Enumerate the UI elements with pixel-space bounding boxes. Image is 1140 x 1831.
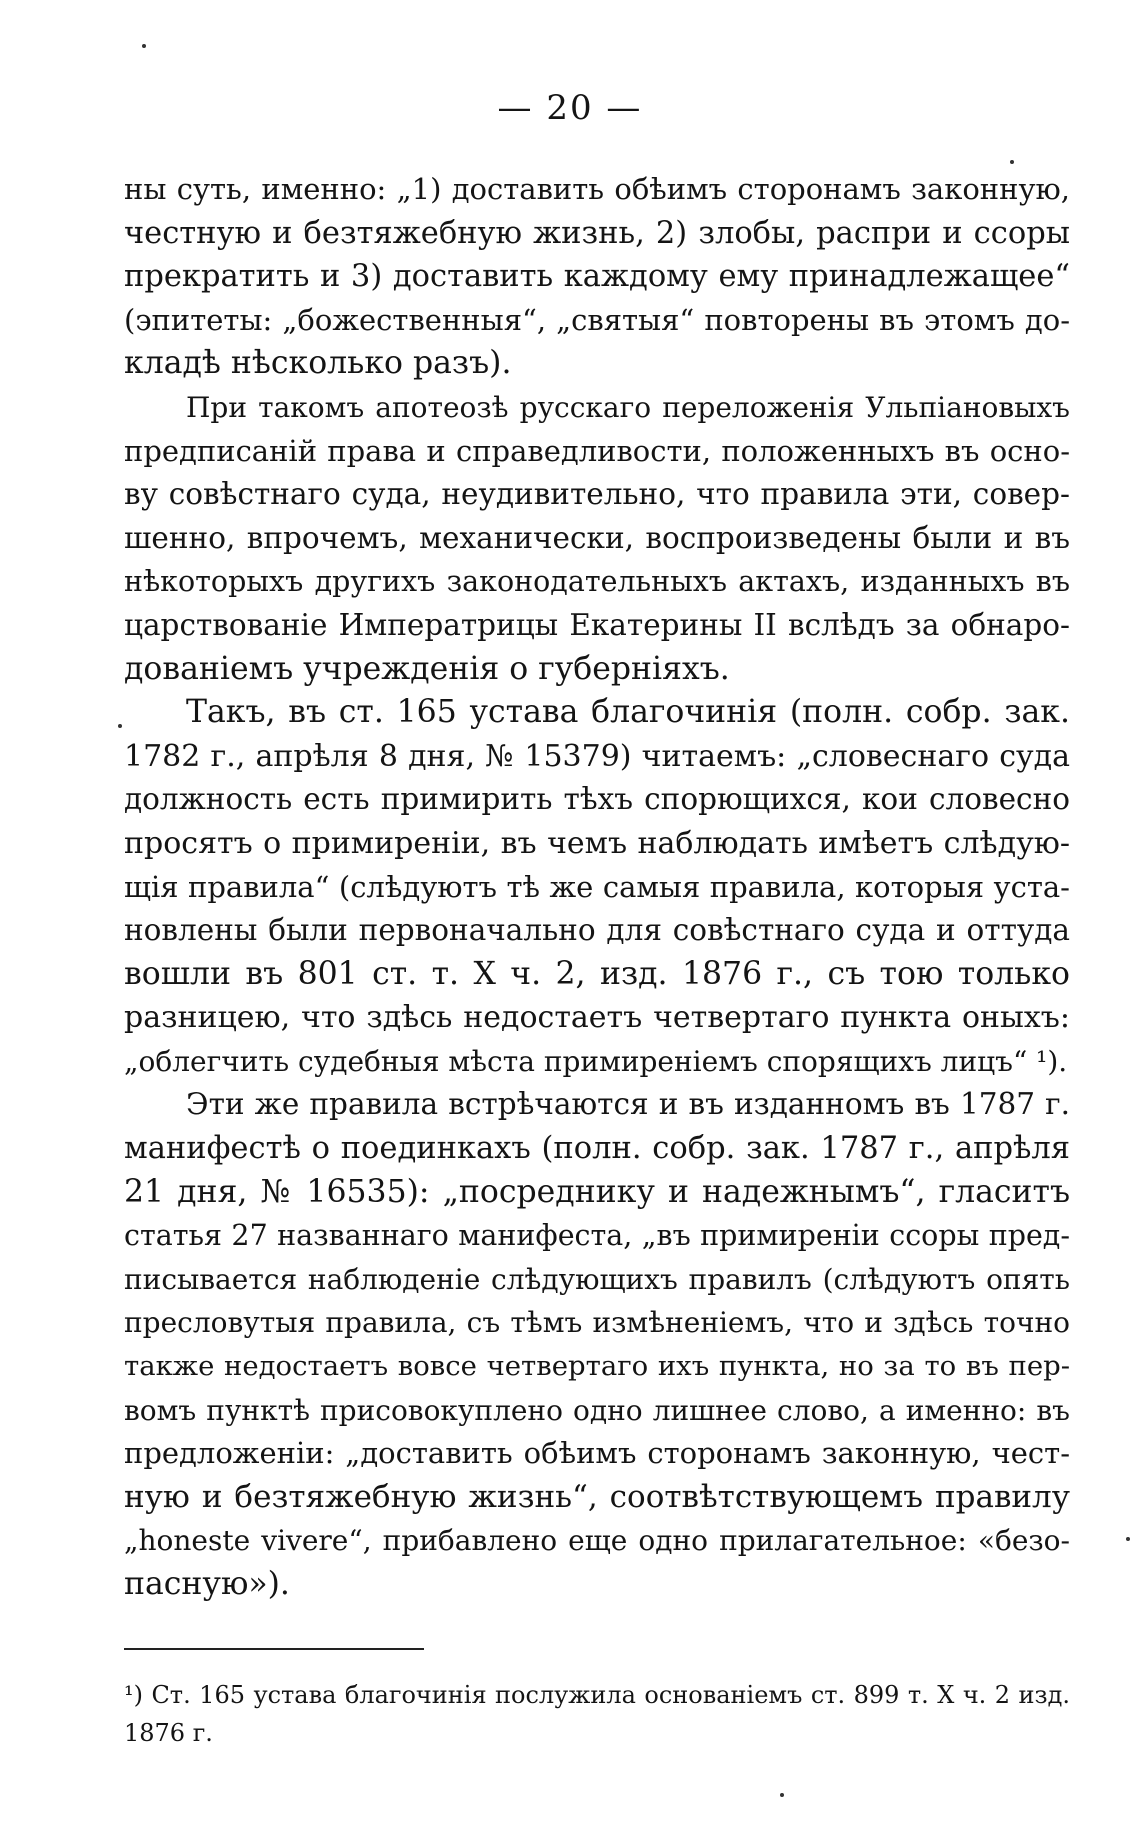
text-line: ны суть, именно: „1) доставить обѣимъ сторонамъ законную, [124, 172, 1070, 206]
text-line: ву совѣстнаго суда, неудивительно, что правила эти, совер- [124, 477, 1070, 512]
text-line: честную и безтяжебную жизнь, 2) злобы, распри и ссоры [124, 215, 1070, 251]
text-line: вомъ пунктѣ присовокуплено одно лишнее слово, а именно: въ [124, 1393, 1070, 1427]
body-text [124, 168, 1070, 1607]
text-line: царствованіе Императрицы Екатерины II вслѣдъ за обнаро- [124, 607, 1070, 642]
print-speck [142, 44, 146, 48]
text-line: 21 дня, № 16535): „посреднику и надежнымъ“, гласитъ [124, 1173, 1070, 1210]
paragraph-start-line: Эти же правила встрѣчаются и въ изданномъ въ 1787 г. [186, 1087, 1070, 1122]
paragraph-start-line: При такомъ апотеозѣ русскаго переложенія Ульпіановыхъ [186, 390, 1070, 424]
text-line: (эпитеты: „божественныя“, „святыя“ повторены въ этомъ до- [124, 302, 1070, 337]
print-speck [118, 724, 122, 728]
text-line: предложеніи: „доставить обѣимъ сторонамъ законную, чест- [124, 1436, 1070, 1471]
text-line: щія правила“ (слѣдуютъ тѣ же самыя правила, которыя уста- [124, 869, 1070, 904]
footnote-line: ¹) Ст. 165 устава благочинія послужила основаніемъ ст. 899 т. X ч. 2 изд. [124, 1681, 1070, 1709]
text-line: предписаній права и справедливости, положенныхъ въ осно- [124, 433, 1070, 468]
print-speck [1126, 1537, 1130, 1541]
text-line: нѣкоторыхъ другихъ законодательныхъ актахъ, изданныхъ въ [124, 565, 1070, 599]
paragraph-start-line: Такъ, въ ст. 165 устава благочинія (полн. собр. зак. [186, 694, 1070, 731]
text-line: прекратить и 3) доставить каждому ему принадлежащее“ [124, 259, 1070, 295]
text-line: также недостаетъ вовсе четвертаго ихъ пункта, но за то въ пер- [124, 1350, 1070, 1383]
text-line: дованіемъ учрежденія о губерніяхъ. [124, 650, 730, 687]
text-line: „honeste vivere“, прибавлено еще одно прилагательное: «безо- [124, 1524, 1070, 1558]
text-line: писывается наблюденіе слѣдующихъ правилъ (слѣдуютъ опять [124, 1262, 1070, 1296]
text-line: шенно, впрочемъ, механически, воспроизведены были и въ [124, 520, 1070, 555]
text-line: ную и безтяжебную жизнь“, соотвѣтствующемъ правилу [124, 1478, 1070, 1515]
print-speck [780, 1793, 784, 1797]
text-line: новлены были первоначально для совѣстнаго суда и оттуда [124, 913, 1070, 948]
text-line: статья 27 названнаго манифеста, „въ примиреніи ссоры пред- [124, 1219, 1070, 1253]
footnote-divider [124, 1648, 424, 1650]
text-line: вошли въ 801 ст. т. X ч. 2, изд. 1876 г., съ тою только [124, 955, 1070, 992]
text-line: манифестѣ о поединкахъ (полн. собр. зак. 1787 г., апрѣля [124, 1131, 1070, 1167]
footnote-line: 1876 г. [124, 1719, 213, 1747]
text-line: 1782 г., апрѣля 8 дня, № 15379) читаемъ: „словеснаго суда [124, 738, 1070, 774]
footnote [124, 1676, 1070, 1752]
page-number: — 20 — [497, 88, 643, 128]
text-line: пасную»). [124, 1566, 290, 1602]
text-line: просятъ о примиреніи, въ чемъ наблюдать имѣетъ слѣдую- [124, 825, 1070, 861]
text-line: разницею, что здѣсь недостаетъ четвертаго пункта оныхъ: [124, 1000, 1070, 1036]
print-speck [1010, 160, 1014, 164]
text-line: кладѣ нѣсколько разъ). [124, 345, 512, 382]
text-line: должность есть примирить тѣхъ спорющихся, кои словесно [124, 782, 1070, 817]
text-line: пресловутыя правила, съ тѣмъ измѣненіемъ, что и здѣсь точно [124, 1306, 1070, 1340]
text-line: „облегчить судебныя мѣста примиреніемъ спорящихъ лицъ“ ¹). [124, 1044, 1068, 1078]
